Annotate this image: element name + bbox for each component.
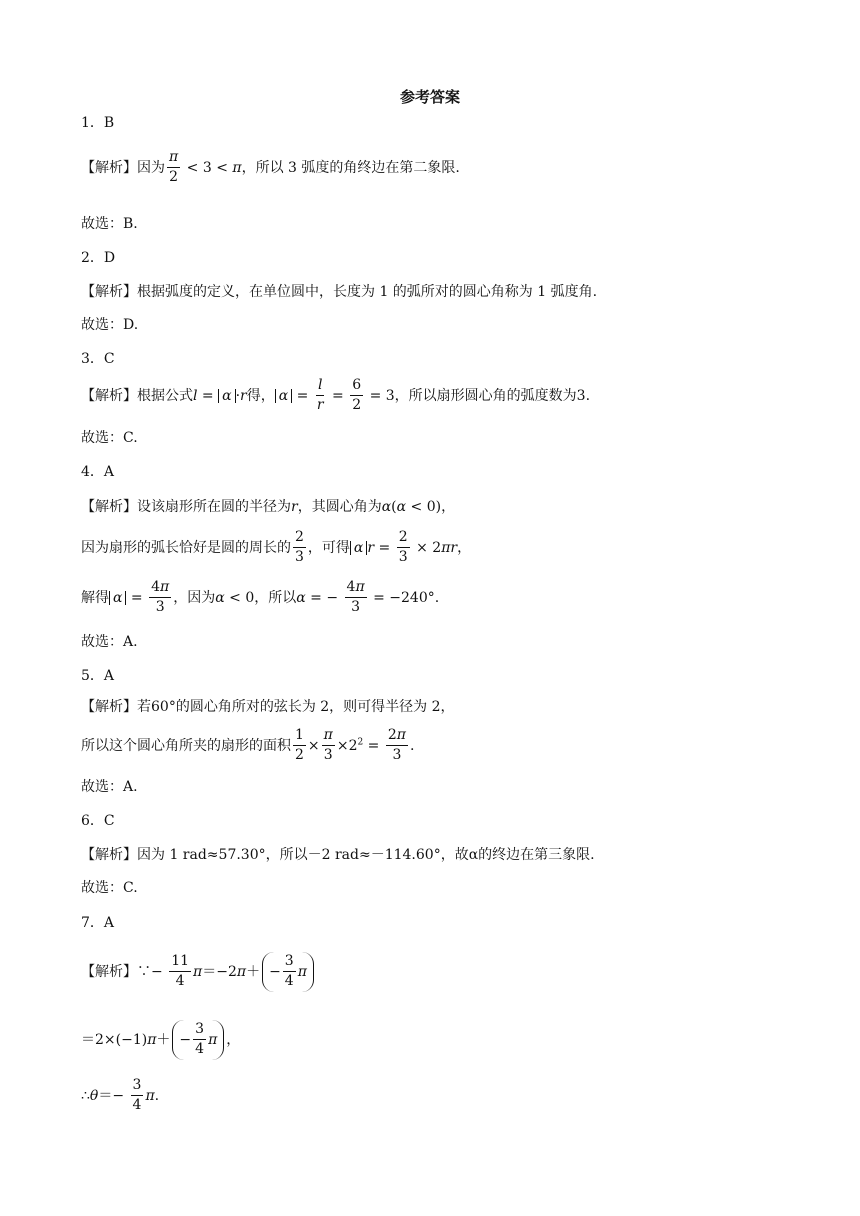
answer-5: 5．A	[81, 668, 115, 684]
explanation-3-line-1: 【解析】根据公式l = α ·r得， α = $\frac{l}{r}$ = $\frac{6}{2}$ = 3，所以扇形圆心角的弧度数为3.	[81, 377, 591, 414]
choice-1: 故选：B.	[81, 216, 138, 232]
explanation-1-line-1: 【解析】因为 $\frac{\pi}{2}$ < 3 < π，所以 3 弧度的角终边在第二象限.	[81, 149, 460, 186]
answer-7: 7．A	[81, 915, 115, 931]
explanation-5-line-2: 所以这个圆心角所夹的扇形的面积 $\frac{1}{2}$ × $\frac{\pi}{3}$ $\times 2^2$ = $\frac{2\pi}{3}$ .	[81, 727, 415, 764]
choice-2: 故选：D.	[81, 317, 139, 333]
explanation-5-line-1: 【解析】若60°的圆心角所对的弦长为 2，则可得半径为 2，	[81, 699, 455, 715]
explanation-7-line-2: ＝2×(−1)π＋ − $\frac{3}{4}$ π ，	[81, 1020, 240, 1060]
answer-2: 2．D	[81, 250, 116, 266]
answer-1: 1．B	[81, 115, 115, 131]
answer-3: 3．C	[81, 351, 115, 367]
explanation-6: 【解析】因为 1 rad≈57.30°，所以－2 rad≈－114.60°，故α的终边在第三象限.	[81, 847, 595, 863]
explanation-7-line-3: ∴θ＝− $\frac{3}{4}$ π.	[81, 1077, 160, 1114]
choice-3: 故选：C.	[81, 430, 138, 446]
answer-6: 6．C	[81, 813, 115, 829]
choice-4: 故选：A.	[81, 634, 138, 650]
explanation-2: 【解析】根据弧度的定义，在单位圆中，长度为 1 的弧所对的圆心角称为 1 弧度角.	[81, 284, 598, 300]
explanation-4-line-2: 因为扇形的弧长恰好是圆的周长的 $\frac{2}{3}$ ，可得 α r = $\frac{2}{3}$ × 2πr，	[81, 529, 472, 566]
explanation-7-line-1: 【解析】∵− $\frac{11}{4}$ π＝−2π＋ − $\frac{3}{4}$ π	[81, 952, 316, 992]
math-expression: $\frac{\pi}{2}$ < 3 < π	[169, 149, 242, 186]
explanation-4-line-1: 【解析】设该扇形所在圆的半径为r，其圆心角为α(α < 0)，	[81, 499, 456, 515]
answer-4: 4．A	[81, 464, 115, 480]
page-title: 参考答案	[399, 88, 460, 106]
choice-6: 故选：C.	[81, 880, 138, 896]
choice-5: 故选：A.	[81, 779, 138, 795]
explanation-4-line-3: 解得 α = $\frac{4\pi}{3}$ ，因为α < 0，所以α = − $\frac{4\pi}{3}$ = −240°.	[81, 579, 440, 616]
